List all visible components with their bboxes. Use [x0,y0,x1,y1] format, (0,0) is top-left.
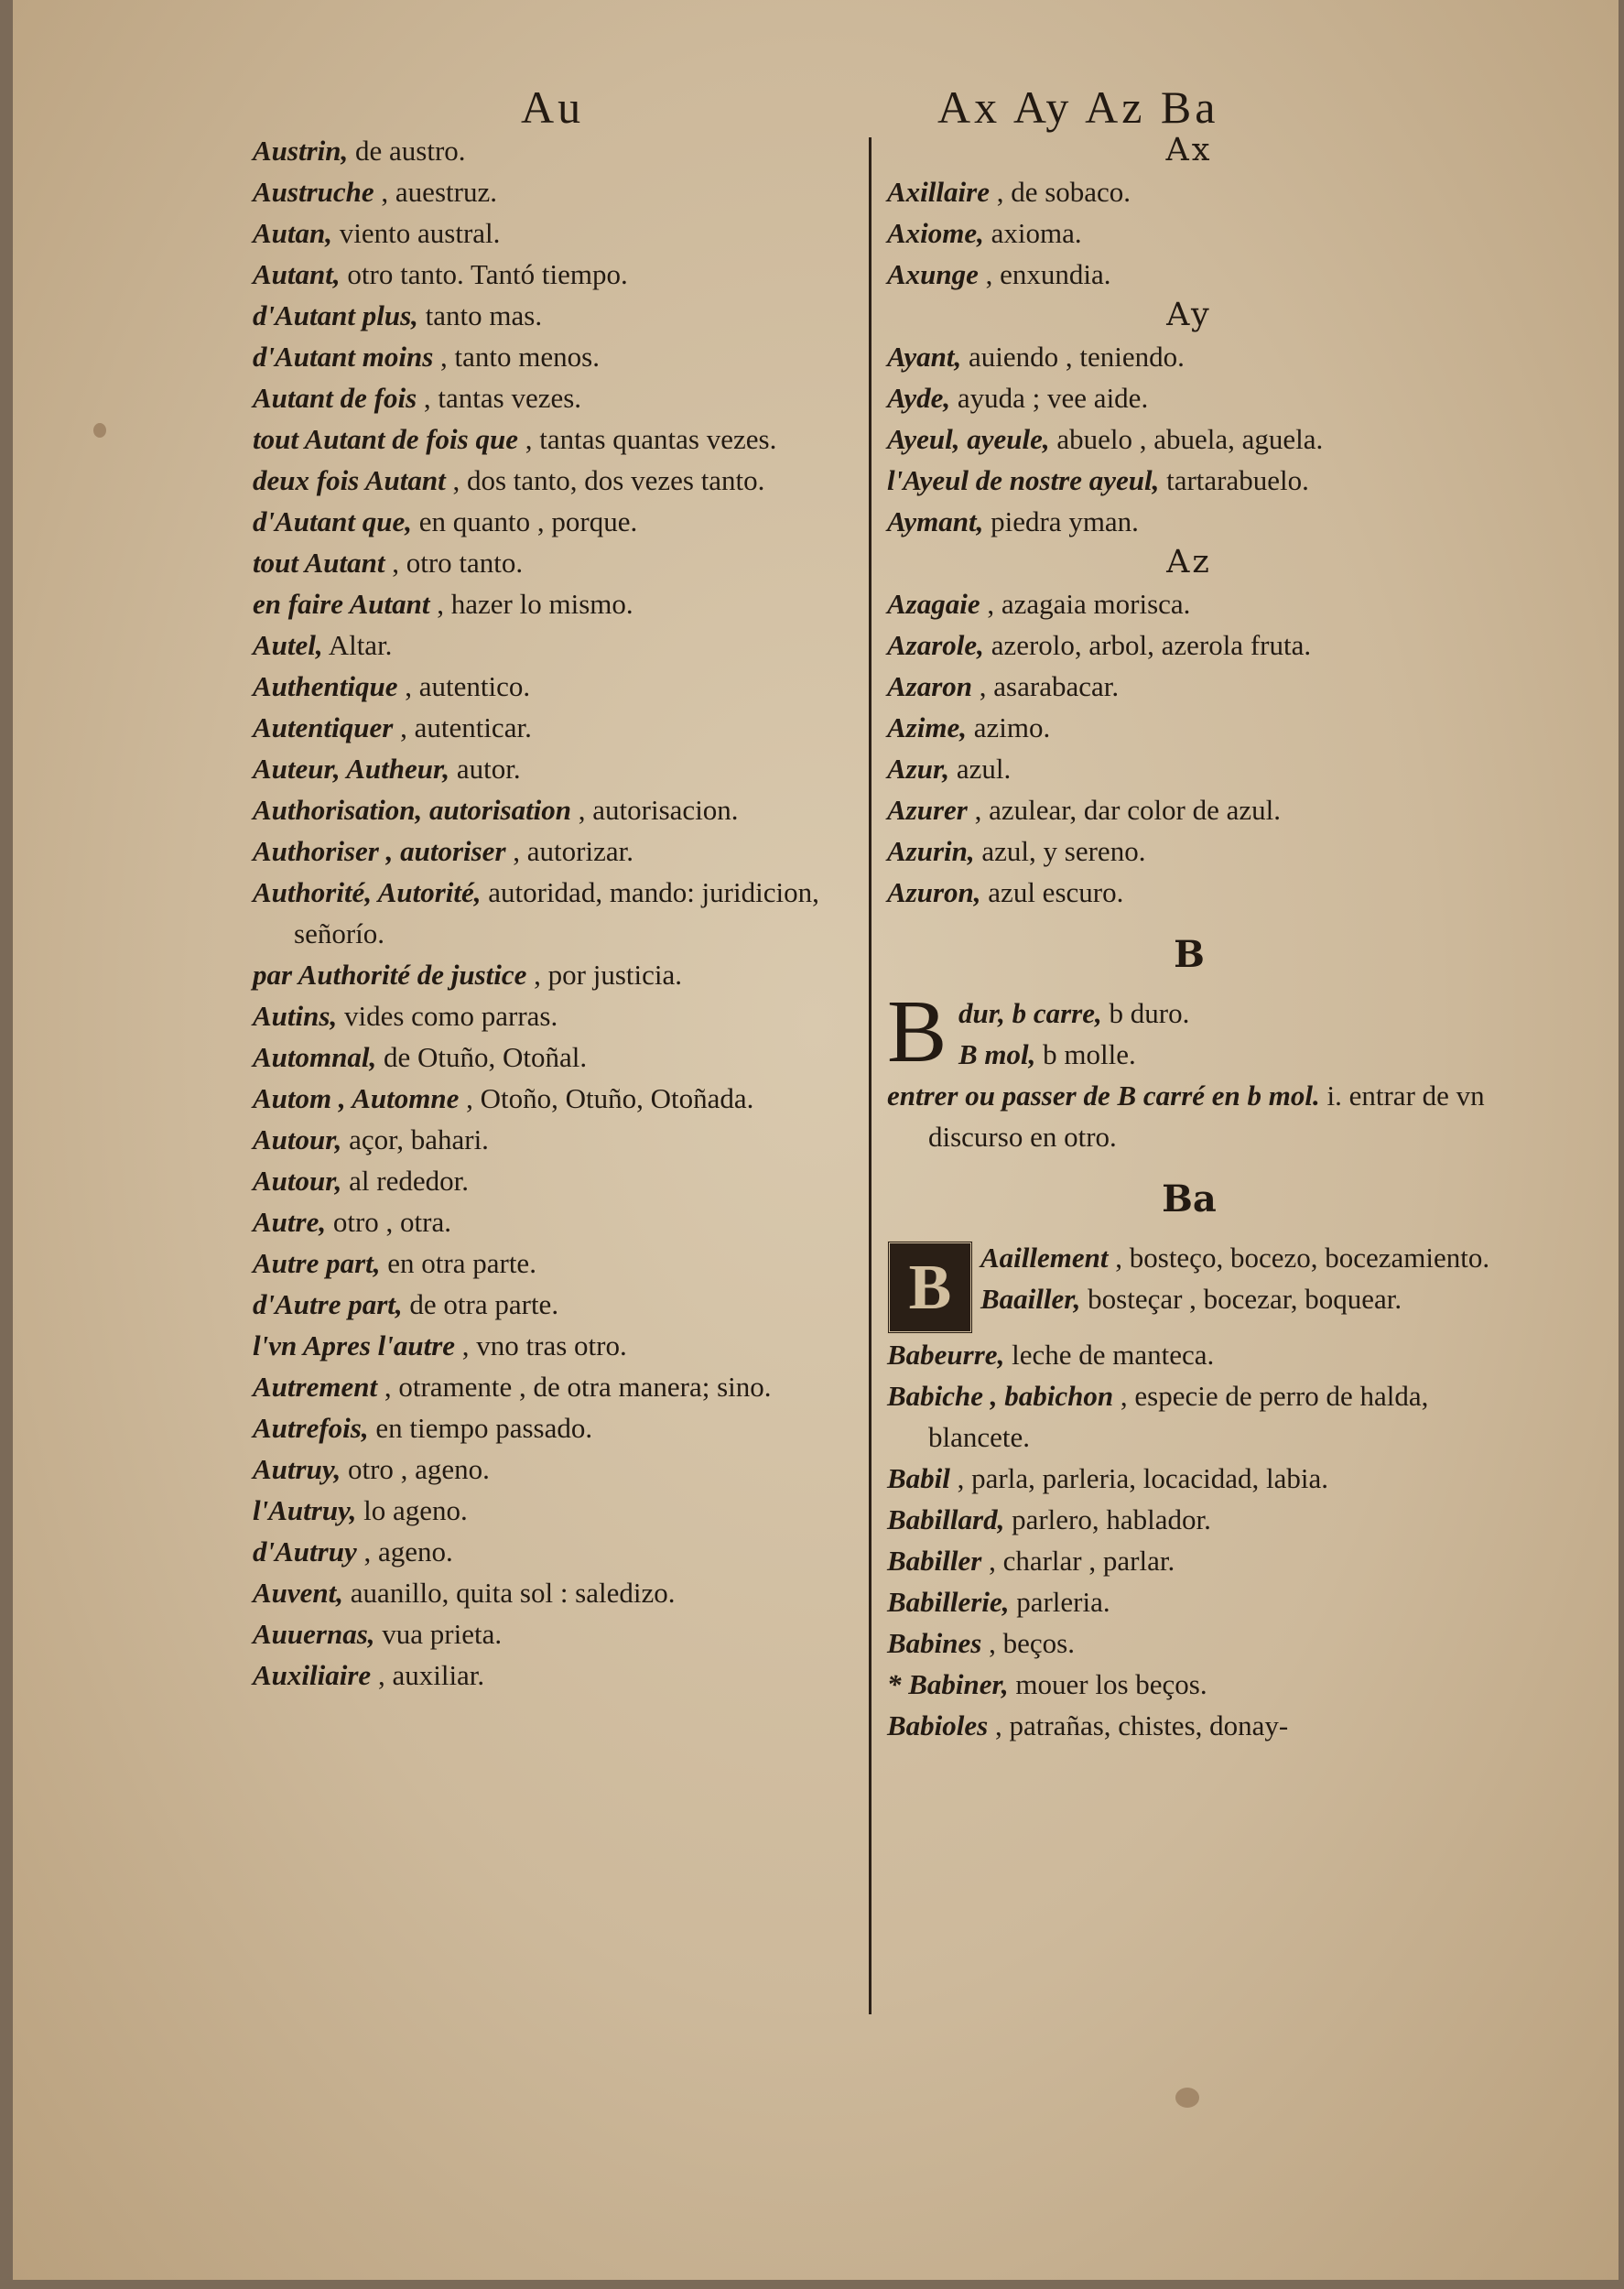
headword: entrer ou passer de B carré en b mol. [887,1079,1320,1112]
definition: , tantas vezes. [417,382,582,414]
b-entry-block [887,982,1491,1157]
dictionary-entry [887,1499,1491,1540]
headword: Azime, [887,711,967,743]
headword: Axillaire [887,176,990,208]
definition: b molle. [1035,1038,1136,1070]
headword: Babil [887,1462,950,1494]
dictionary-entry [253,1242,857,1284]
headword: Autrement [253,1371,378,1403]
dictionary-entry [253,418,857,460]
headword: d'Autre part, [253,1288,403,1320]
dictionary-entry [887,1581,1491,1622]
headword: d'Autant plus, [253,299,418,331]
definition: lo ageno. [356,1494,468,1526]
headword: Babillard, [887,1503,1005,1535]
definition: otro , ageno. [341,1453,490,1485]
headword: Autant, [253,258,341,290]
headword: Autruy, [253,1453,341,1485]
dictionary-entry [887,748,1491,789]
headword: l'vn Apres l'autre [253,1329,456,1361]
dictionary-entry [253,171,857,212]
headword: Azaron [887,670,973,702]
headword: Babioles [887,1709,989,1741]
section-heading-az: Az [1166,544,1212,580]
ay-entries [887,336,1491,542]
dictionary-entry [253,666,857,707]
dictionary-entry [253,295,857,336]
headword: Axunge [887,258,979,290]
definition: en otra parte. [380,1247,536,1279]
definition: , Otoño, Otuño, Otoñada. [459,1082,754,1114]
dictionary-entry [253,460,857,501]
dictionary-entry [253,542,857,583]
dictionary-entry [253,130,857,171]
dictionary-entry [887,1622,1491,1664]
definition: de otra parte. [402,1288,559,1320]
definition: axioma. [983,217,1082,249]
dictionary-entry [887,1458,1491,1499]
dictionary-entry [887,418,1491,460]
dictionary-entry [253,995,857,1036]
definition: parlero, hablador. [1004,1503,1211,1535]
dictionary-page [13,0,1619,2280]
definition: azul escuro. [980,876,1124,908]
headword: dur, b carre, [958,997,1102,1029]
definition: , patrañas, chistes, donay- [988,1709,1289,1741]
headword: Autins, [253,1000,338,1032]
headword: Babillerie, [887,1586,1010,1618]
dictionary-entry [887,212,1491,254]
definition: , autentico. [397,670,531,702]
headword: tout Autant de fois que [253,423,518,455]
dictionary-entry [253,1284,857,1325]
dictionary-entry [887,501,1491,542]
headword: Autel, [253,629,323,661]
dictionary-entry [253,1448,857,1490]
headword: Autant de fois [253,382,417,414]
dictionary-entry [253,624,857,666]
definition: , otro tanto. [384,547,524,579]
dictionary-entry [253,1490,857,1531]
headword: par Authorité de justice [253,959,527,991]
dictionary-entry [887,171,1491,212]
dictionary-entry [887,830,1491,872]
headword: d'Autant que, [253,505,412,537]
definition: , dos tanto, dos vezes tanto. [445,464,765,496]
dictionary-entry [887,624,1491,666]
dictionary-entry [253,1531,857,1572]
headword: Authoriser , autoriser [253,835,506,867]
dictionary-entry [253,1572,857,1613]
headword: Austrin, [253,135,349,167]
dictionary-entry [253,1036,857,1078]
headword: Babiller [887,1545,982,1577]
definition: otro , otra. [326,1206,451,1238]
headword: Autrefois, [253,1412,369,1444]
definition: , azagaia morisca. [980,588,1191,620]
definition: , beços. [981,1627,1075,1659]
definition: vua prieta. [374,1618,503,1650]
ink-spot [1175,2088,1199,2108]
definition: otro tanto. Tantó tiempo. [340,258,628,290]
headword: Azuron, [887,876,981,908]
section-heading-ay: Ay [1166,297,1212,333]
headword: Aymant, [887,505,984,537]
definition: viento austral. [332,217,501,249]
dictionary-entry [253,1407,857,1448]
dictionary-entry [253,1119,857,1160]
dictionary-entry [887,583,1491,624]
ax-entries [887,171,1491,295]
dictionary-entry [253,1201,857,1242]
headword: Baailler, [980,1283,1081,1315]
headword: Auvent, [253,1577,344,1609]
definition: , otramente , de otra manera; sino. [377,1371,772,1403]
dictionary-entry [887,666,1491,707]
right-column [887,130,1491,1746]
definition: , autorisacion. [571,794,739,826]
dictionary-entry [253,748,857,789]
definition: , hazer lo mismo. [429,588,633,620]
drop-cap-b: B [887,982,947,1081]
headword: Azurin, [887,835,975,867]
headword: Autour, [253,1165,342,1197]
headword: Auxiliaire [253,1659,372,1691]
dictionary-entry [253,212,857,254]
headword: Authorité, Autorité, [253,876,482,908]
ba-entries [887,1334,1491,1746]
dictionary-entry [253,954,857,995]
headword: Automnal, [253,1041,377,1073]
dictionary-entry [253,1613,857,1654]
headword: Autom , Automne [253,1082,460,1114]
definition: , por justicia. [526,959,683,991]
left-column [253,130,857,1696]
dictionary-entry [253,872,857,954]
dictionary-entry [253,1325,857,1366]
dictionary-entry [887,789,1491,830]
headword: Azurer [887,794,968,826]
headword: Autentiquer [253,711,394,743]
definition: , especie de perro de halda, blancete. [928,1380,1429,1453]
definition: piedra yman. [983,505,1139,537]
definition: de austro. [348,135,466,167]
definition: , bosteço, bocezo, bocezamiento. [1108,1242,1490,1274]
header-left: Au [521,81,585,133]
definition: al rededor. [341,1165,469,1197]
definition: , asarabacar. [972,670,1120,702]
dictionary-entry [253,1078,857,1119]
headword: Ayeul, ayeule, [887,423,1050,455]
definition: auiendo , teniendo. [961,341,1185,373]
definition: abuelo , abuela, aguela. [1049,423,1324,455]
headword: Autre part, [253,1247,381,1279]
dictionary-entry [887,872,1491,913]
dictionary-entry [887,377,1491,418]
headword: Auuernas, [253,1618,375,1650]
headword: d'Autant moins [253,341,434,373]
dictionary-entry [253,501,857,542]
headword: Aaillement [980,1242,1109,1274]
definition: , ageno. [356,1535,453,1568]
ink-spot [93,423,106,438]
section-heading-ba: Ba [1162,1177,1217,1220]
definition: leche de manteca. [1004,1339,1215,1371]
definition: azul, y sereno. [974,835,1146,867]
dictionary-entry [253,254,857,295]
headword: * Babiner, [887,1668,1009,1700]
definition: auanillo, quita sol : saledizo. [343,1577,676,1609]
dictionary-entry [887,254,1491,295]
headword: Ayant, [887,341,962,373]
definition: tanto mas. [417,299,543,331]
definition: autoridad, mando: juridicion, señorío. [294,876,819,949]
section-heading-b: B [1174,933,1205,976]
headword: Azagaie [887,588,980,620]
definition: azimo. [966,711,1051,743]
definition: , enxundia. [978,258,1111,290]
ornamental-initial-b: B [887,1241,973,1334]
definition: , tantas quantas vezes. [517,423,777,455]
headword: B mol, [958,1038,1036,1070]
headword: Authorisation, autorisation [253,794,572,826]
dictionary-entry [887,1375,1491,1458]
definition: , autorizar. [505,835,633,867]
definition: bosteçar , bocezar, boquear. [1080,1283,1402,1315]
dictionary-entry [887,460,1491,501]
definition: , vno tras otro. [455,1329,627,1361]
dictionary-entry [253,1366,857,1407]
headword: Authentique [253,670,398,702]
headword: l'Ayeul de nostre ayeul, [887,464,1160,496]
dictionary-entry [253,1160,857,1201]
dictionary-entry [887,707,1491,748]
dictionary-entry [887,1705,1491,1746]
dictionary-entry [253,830,857,872]
headword: Auteur, Autheur, [253,753,450,785]
definition: en tiempo passado. [368,1412,593,1444]
definition: , auxiliar. [371,1659,485,1691]
headword: en faire Autant [253,588,430,620]
dictionary-entry [253,583,857,624]
headword: Austruche [253,176,374,208]
ba-entry-block [887,1237,1491,1334]
headword: Ayde, [887,382,951,414]
definition: ayuda ; vee aide. [950,382,1149,414]
definition: en quanto , porque. [412,505,638,537]
definition: azul. [949,753,1012,785]
headword: Autre, [253,1206,327,1238]
definition: , de sobaco. [989,176,1131,208]
definition: b duro. [1101,997,1190,1029]
definition: autor. [449,753,521,785]
dictionary-entry [253,789,857,830]
definition: azerolo, arbol, azerola fruta. [983,629,1312,661]
headword: Babines [887,1627,982,1659]
headword: d'Autruy [253,1535,357,1568]
headword: Babeurre, [887,1339,1005,1371]
definition: , charlar , parlar. [981,1545,1175,1577]
headword: Babiche , babichon [887,1380,1114,1412]
dictionary-entry [253,707,857,748]
dictionary-entry [887,1540,1491,1581]
headword: Autour, [253,1123,342,1155]
definition: i. entrar de vn discurso en otro. [928,1079,1485,1153]
headword: Azur, [887,753,950,785]
headword: Azarole, [887,629,984,661]
dictionary-entry [887,1664,1491,1705]
column-rule [869,137,872,2014]
definition: tartarabuelo. [1159,464,1309,496]
headword: tout Autant [253,547,385,579]
definition: Altar. [322,629,393,661]
definition: parleria. [1009,1586,1110,1618]
headword: deux fois Autant [253,464,446,496]
dictionary-entry [887,1334,1491,1375]
headword: l'Autruy, [253,1494,357,1526]
definition: , azulear, dar color de azul. [967,794,1282,826]
definition: , autenticar. [393,711,532,743]
definition: , tanto menos. [433,341,600,373]
headword: Autan, [253,217,333,249]
dictionary-entry [253,377,857,418]
dictionary-entry [253,336,857,377]
definition: , auestruz. [374,176,497,208]
section-heading-ax: Ax [1165,132,1213,168]
headword: Axiome, [887,217,984,249]
definition: de Otuño, Otoñal. [376,1041,588,1073]
definition: vides como parras. [337,1000,558,1032]
header-right: Ax Ay Az Ba [937,81,1219,133]
az-entries [887,583,1491,913]
dictionary-entry [887,336,1491,377]
dictionary-entry [253,1654,857,1696]
definition: açor, bahari. [341,1123,489,1155]
definition: mouer los beços. [1008,1668,1207,1700]
definition: , parla, parleria, locacidad, labia. [949,1462,1329,1494]
